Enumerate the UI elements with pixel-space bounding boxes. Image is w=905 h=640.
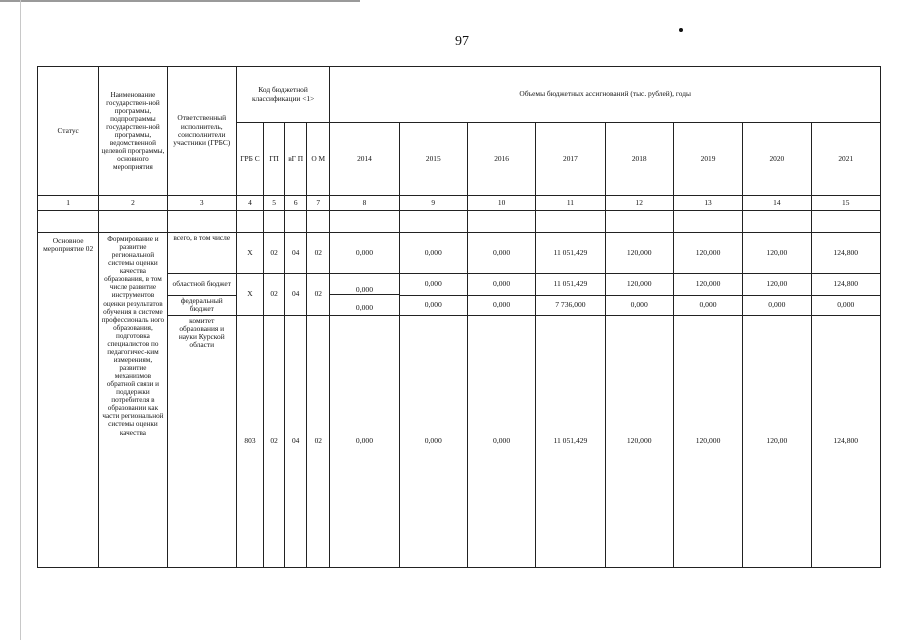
header-year: 2021 bbox=[811, 123, 881, 196]
header-budget-code: Код бюджетной классификации <1> bbox=[236, 67, 329, 123]
column-number: 3 bbox=[167, 196, 236, 211]
header-gp: ГП bbox=[264, 123, 285, 196]
column-number: 7 bbox=[307, 196, 330, 211]
value-cell: 120,00 bbox=[743, 315, 811, 567]
code-om: 02 bbox=[307, 315, 330, 567]
code-om: 02 bbox=[307, 233, 330, 274]
value-cell: 124,800 bbox=[811, 315, 881, 567]
header-status: Статус bbox=[38, 67, 99, 196]
page-top-edge bbox=[0, 0, 360, 2]
column-number: 11 bbox=[536, 196, 605, 211]
code-vgp: 04 bbox=[285, 233, 307, 274]
header-year: 2015 bbox=[399, 123, 467, 196]
value-cell: 0,000 bbox=[399, 296, 467, 316]
value-cell: 120,000 bbox=[673, 315, 742, 567]
value-cell: 120,000 bbox=[605, 274, 673, 296]
value-cell: 120,00 bbox=[743, 233, 811, 274]
value-cell: 0,000 bbox=[399, 274, 467, 296]
value-cell: 124,800 bbox=[811, 233, 881, 274]
value-cell: 11 051,429 bbox=[536, 315, 605, 567]
column-number: 15 bbox=[811, 196, 881, 211]
budget-table bbox=[37, 66, 881, 568]
header-vgp: вГ П bbox=[285, 123, 307, 196]
header-year: 2017 bbox=[536, 123, 605, 196]
value-cell: 120,000 bbox=[673, 274, 742, 296]
header-year: 2018 bbox=[605, 123, 673, 196]
header-executor: Ответственный исполнитель, соисполнители участники (ГРБС) bbox=[167, 67, 236, 196]
row-status: Основное мероприятие 02 bbox=[38, 233, 99, 568]
value-cell: 0,000 bbox=[330, 315, 399, 567]
column-number: 4 bbox=[236, 196, 263, 211]
column-number: 10 bbox=[467, 196, 535, 211]
column-numbers-row bbox=[38, 196, 881, 211]
page-left-edge bbox=[20, 0, 21, 640]
row-total bbox=[38, 233, 881, 274]
value-cell: 7 736,000 bbox=[536, 296, 605, 316]
value-cell: 120,000 bbox=[673, 233, 742, 274]
header-year: 2019 bbox=[673, 123, 742, 196]
code-om: 02 bbox=[307, 274, 330, 316]
code-grbs: X bbox=[236, 274, 263, 316]
header-row-1 bbox=[38, 67, 881, 123]
value-cell: 124,800 bbox=[811, 274, 881, 296]
code-grbs: 803 bbox=[236, 315, 263, 567]
value-cell: 0,000 bbox=[743, 296, 811, 316]
value-cell: 0,000 bbox=[467, 296, 535, 316]
column-number: 14 bbox=[743, 196, 811, 211]
value-cell: 120,00 bbox=[743, 274, 811, 296]
code-gp: 02 bbox=[264, 274, 285, 316]
page-number: 97 bbox=[455, 34, 469, 49]
row-executor: всего, в том числе bbox=[167, 233, 236, 274]
column-number: 12 bbox=[605, 196, 673, 211]
header-grbs: ГРБ С bbox=[236, 123, 263, 196]
column-number: 13 bbox=[673, 196, 742, 211]
code-vgp: 04 bbox=[285, 315, 307, 567]
value-cell: 0,000 bbox=[355, 303, 374, 313]
value-cell: 11 051,429 bbox=[536, 233, 605, 274]
row-executor: комитет образования и науки Курской области bbox=[167, 315, 236, 567]
value-cell: 0,000 bbox=[467, 315, 535, 567]
code-grbs: X bbox=[236, 233, 263, 274]
value-cell: 0,000 bbox=[467, 274, 535, 296]
value-cell: 0,000 bbox=[355, 285, 374, 294]
value-cell: 0,000 bbox=[399, 315, 467, 567]
row-program-name: Формирование и развитие региональной системы оценки качества образования, в том числе развитие инструментов оценки результатов обучения в системе профессиональ ного образования, подготовка специалистов по педагогичес-ким измерениям, развитие механизмов обратной связи и поддержки потребителя в образовании как части региональной системы оценки качества bbox=[99, 233, 167, 568]
value-cell: 0,000 bbox=[605, 296, 673, 316]
header-year: 2014 bbox=[330, 123, 399, 196]
header-year: 2020 bbox=[743, 123, 811, 196]
value-cell: 120,000 bbox=[605, 315, 673, 567]
column-number: 5 bbox=[264, 196, 285, 211]
row-executor: федеральный бюджет bbox=[167, 296, 236, 316]
spacer-row bbox=[38, 211, 881, 233]
value-cell: 11 051,429 bbox=[536, 274, 605, 296]
speck-dot bbox=[679, 28, 683, 32]
value-cell-split bbox=[330, 274, 399, 316]
code-gp: 02 bbox=[264, 315, 285, 567]
row-executor: областной бюджет bbox=[167, 274, 236, 296]
column-number: 8 bbox=[330, 196, 399, 211]
header-program-name: Наименование государствен-ной программы, подпрограммы государствен-ной программы, ведомственной целевой программы, основного мероприятия bbox=[99, 67, 167, 196]
header-om: О М bbox=[307, 123, 330, 196]
column-number: 6 bbox=[285, 196, 307, 211]
value-cell: 0,000 bbox=[467, 233, 535, 274]
code-gp: 02 bbox=[264, 233, 285, 274]
header-volumes: Объемы бюджетных ассигнований (тыс. рублей), годы bbox=[330, 67, 881, 123]
column-number: 9 bbox=[399, 196, 467, 211]
value-cell: 0,000 bbox=[811, 296, 881, 316]
value-cell: 0,000 bbox=[399, 233, 467, 274]
value-cell: 0,000 bbox=[673, 296, 742, 316]
column-number: 2 bbox=[99, 196, 167, 211]
column-number: 1 bbox=[38, 196, 99, 211]
code-vgp: 04 bbox=[285, 274, 307, 316]
header-year: 2016 bbox=[467, 123, 535, 196]
value-cell: 0,000 bbox=[330, 233, 399, 274]
value-cell: 120,000 bbox=[605, 233, 673, 274]
